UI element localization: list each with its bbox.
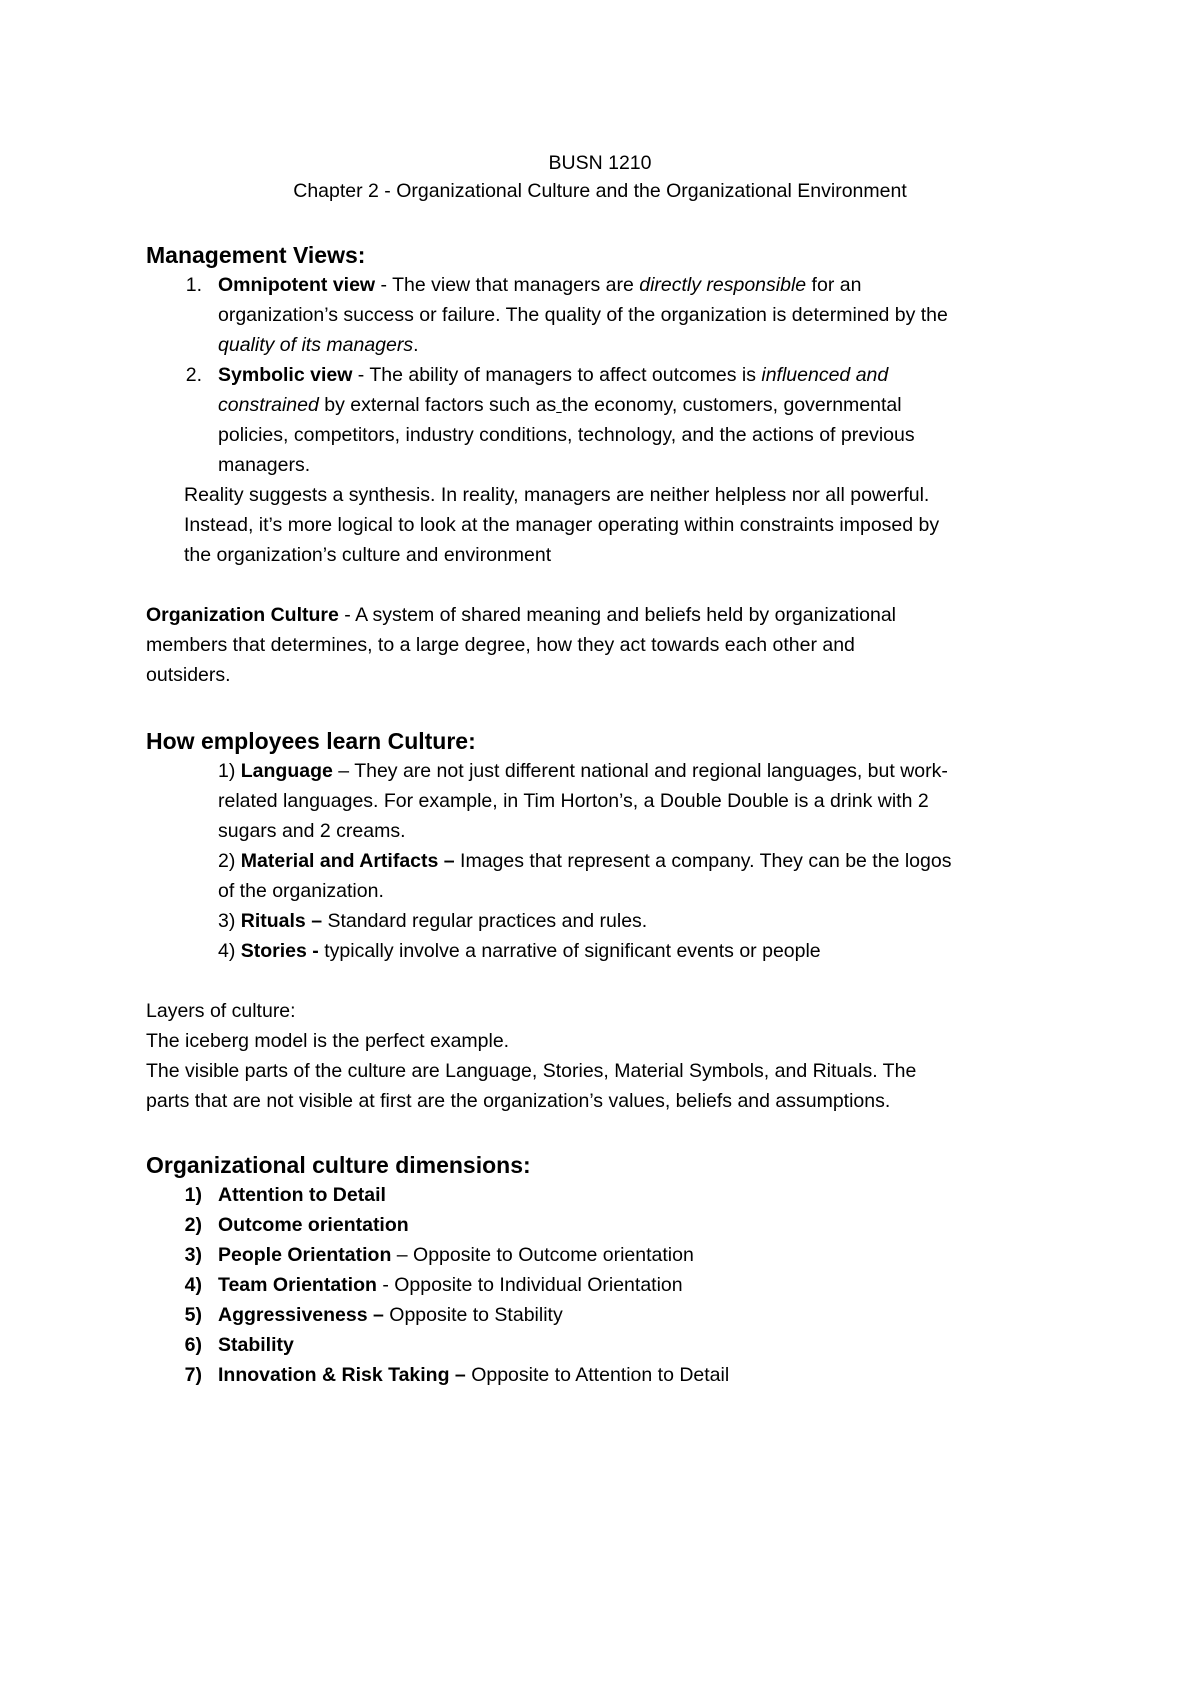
text: Opposite to Stability <box>389 1304 563 1326</box>
text: . <box>413 334 419 356</box>
dash: – <box>438 850 461 872</box>
learn-item-artifacts-line-2: of the organization. <box>218 880 384 902</box>
course-code: BUSN 1210 <box>548 152 652 174</box>
symbolic-view-line-2 <box>218 390 902 420</box>
list-number: 1) <box>184 1184 202 1206</box>
reality-line-2: Instead, it’s more logical to look at the manager operating within constraints imposed by <box>184 514 940 536</box>
text: typically involve a narrative of significant events or people <box>324 940 821 962</box>
chapter-title: Chapter 2 - Organizational Culture and the Organizational Environment <box>293 180 907 202</box>
term: Language <box>240 760 333 782</box>
text: the economy, customers, governmental <box>561 394 902 416</box>
list-number: 2) <box>218 850 236 872</box>
emphasis: constrained <box>218 394 319 416</box>
org-culture-line-1 <box>146 600 896 630</box>
list-number: 7) <box>184 1364 202 1386</box>
org-culture-line-3: outsiders. <box>146 664 231 686</box>
separator: - <box>375 274 393 296</box>
emphasis: directly responsible <box>639 274 807 296</box>
list-number: 1. <box>185 274 202 296</box>
list-number: 4) <box>184 1274 202 1296</box>
management-views-heading: Management Views: <box>146 242 366 268</box>
term: Symbolic view <box>218 364 353 386</box>
list-item <box>218 1180 386 1210</box>
layers-line-4: parts that are not visible at first are the organization’s values, beliefs and assumptions. <box>146 1090 891 1112</box>
text: Opposite to Outcome orientation <box>413 1244 694 1266</box>
layers-line-3: The visible parts of the culture are Language, Stories, Material Symbols, and Rituals. The <box>146 1060 917 1082</box>
dash: – <box>332 760 355 782</box>
text: Opposite to Attention to Detail <box>471 1364 730 1386</box>
learn-item-rituals <box>218 906 647 936</box>
learn-item-artifacts <box>218 846 951 876</box>
dash: – <box>391 1244 414 1266</box>
text: for an <box>806 274 862 296</box>
dimensions-heading: Organizational culture dimensions: <box>146 1152 531 1178</box>
text: The ability of managers to affect outcomes is <box>369 364 762 386</box>
term: Outcome orientation <box>218 1214 409 1236</box>
learn-item-language <box>218 756 948 786</box>
list-number: 6) <box>184 1334 202 1356</box>
omnipotent-view-line-3 <box>218 330 419 360</box>
term: Aggressiveness <box>218 1304 368 1326</box>
term: Attention to Detail <box>218 1184 386 1206</box>
list-item <box>218 1240 694 1270</box>
emphasis: influenced and <box>761 364 889 386</box>
omnipotent-view-line-2: organization’s success or failure. The quality of the organization is determined by the <box>218 304 948 326</box>
layers-line-1: Layers of culture: <box>146 1000 296 1022</box>
term: Organization Culture <box>146 604 339 626</box>
omnipotent-view-line <box>218 270 861 300</box>
learn-item-stories <box>218 936 821 966</box>
list-number: 2. <box>185 364 202 386</box>
layers-line-2: The iceberg model is the perfect example. <box>146 1030 510 1052</box>
dash: – <box>449 1364 472 1386</box>
emphasis: quality of its managers <box>218 334 414 356</box>
learn-item-language-line-2: related languages. For example, in Tim Horton’s, a Double Double is a drink with 2 <box>218 790 929 812</box>
dash: – <box>367 1304 390 1326</box>
text: Opposite to Individual Orientation <box>394 1274 683 1296</box>
symbolic-view-line-3: policies, competitors, industry conditions, technology, and the actions of previous <box>218 424 915 446</box>
learn-culture-heading: How employees learn Culture: <box>146 728 476 754</box>
reality-line-1: Reality suggests a synthesis. In reality, managers are neither helpless nor all powerful. <box>184 484 930 506</box>
symbolic-view-line-4: managers. <box>218 454 311 476</box>
list-number: 3) <box>184 1244 202 1266</box>
org-culture-line-2: members that determines, to a large degree, how they act towards each other and <box>146 634 855 656</box>
list-item <box>218 1300 563 1330</box>
dash: - <box>306 940 325 962</box>
separator: - <box>352 364 370 386</box>
list-number: 3) <box>218 910 236 932</box>
dash: – <box>305 910 328 932</box>
term: Stories <box>240 940 307 962</box>
term: Innovation & Risk Taking <box>218 1364 450 1386</box>
list-item <box>218 1360 729 1390</box>
text: Standard regular practices and rules. <box>327 910 648 932</box>
text: They are not just different national and regional languages, but work- <box>354 760 948 782</box>
symbolic-view-line <box>218 360 888 390</box>
text: The view that managers are <box>392 274 640 296</box>
term: Team Orientation <box>218 1274 377 1296</box>
list-item <box>218 1210 409 1240</box>
learn-item-language-line-3: sugars and 2 creams. <box>218 820 406 842</box>
term: Omnipotent view <box>218 274 376 296</box>
term: Stability <box>218 1334 294 1356</box>
list-number: 4) <box>218 940 236 962</box>
list-number: 2) <box>184 1214 202 1236</box>
reality-line-3: the organization’s culture and environment <box>184 544 552 566</box>
list-number: 1) <box>218 760 236 782</box>
text: Images that represent a company. They can be the logos <box>460 850 952 872</box>
text: - A system of shared meaning and beliefs held by organizational <box>338 604 897 626</box>
text: by external factors such as <box>318 394 557 416</box>
term: People Orientation <box>218 1244 392 1266</box>
term: Material and Artifacts <box>240 850 439 872</box>
list-item <box>218 1330 294 1360</box>
list-item <box>218 1270 683 1300</box>
list-number: 5) <box>184 1304 202 1326</box>
dash: - <box>376 1274 395 1296</box>
term: Rituals <box>240 910 306 932</box>
